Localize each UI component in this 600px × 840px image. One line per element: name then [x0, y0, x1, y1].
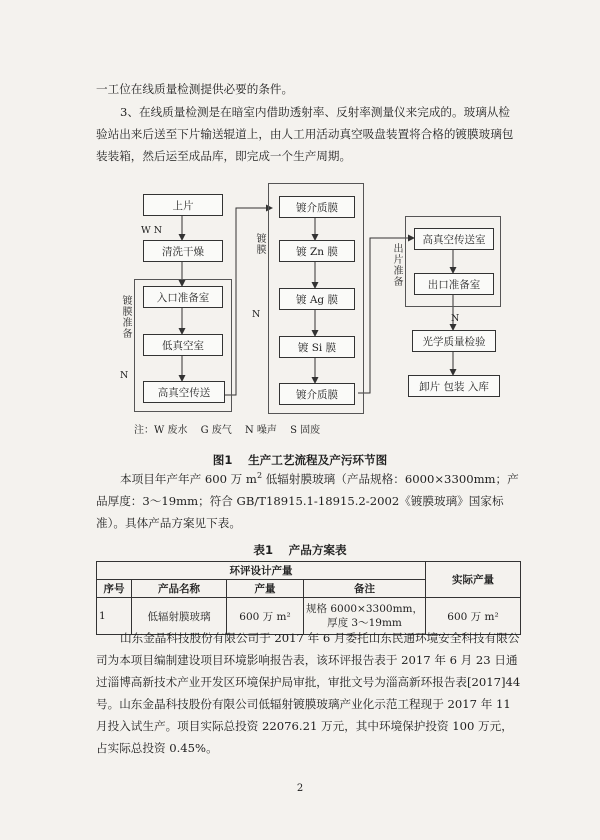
- step-ag-film: 镀 Ag 膜: [279, 288, 355, 310]
- cell-output: 600 万 m²: [227, 598, 304, 635]
- label-exit-prep: 出片准备: [393, 244, 404, 288]
- table-header-name: 产品名称: [132, 580, 227, 598]
- step-exit-chamber: 出口准备室: [414, 273, 494, 295]
- step-dielectric-film-1: 镀介质膜: [279, 196, 355, 218]
- cell-no: 1: [97, 598, 132, 635]
- label-coating: 镀膜: [256, 234, 267, 256]
- step-high-vacuum-chamber: 高真空传送室: [414, 228, 494, 250]
- step-high-vacuum-transfer: 高真空传送: [143, 381, 225, 403]
- paragraph-approval: 山东金晶科技股份有限公司于 2017 年 6 月委托山东民通环境安全科技有限公司为本项目编制建设项目环境影响报告表，该环评报告表于 2017 年 6 月 23 日通过淄博高新技术产业开发区环境保护局审批，审批文号为淄高新环报告表[2017]44 号。山东金晶科技股份有限公司低辐射镀膜玻璃产业化示范工程现于 2017 年 11 月投入试生产。项目实际总投资 22076.21 万元，其中环境保护投资 100 万元，占实际总投资 0.45%。: [96, 631, 521, 755]
- table-group-header: 环评设计产量: [97, 562, 426, 580]
- step-loading: 上片: [143, 194, 223, 216]
- table-caption: 表1 产品方案表: [253, 543, 347, 557]
- product-plan-table: [96, 561, 521, 635]
- page-number: 2: [296, 783, 304, 794]
- continued-paragraph: 一工位在线质量检测提供必要的条件。: [96, 82, 294, 96]
- step-zn-film: 镀 Zn 膜: [279, 240, 355, 262]
- table-header-actual: 实际产量: [426, 562, 521, 598]
- table-header-remark: 备注: [304, 580, 426, 598]
- cell-actual: 600 万 m²: [426, 598, 521, 635]
- step-entrance-chamber: 入口准备室: [143, 286, 223, 308]
- emission-n-mid: N: [252, 309, 261, 320]
- step-unload-pack-store: 卸片 包装 入库: [408, 375, 500, 397]
- paragraph-quality-inspection: 3、在线质量检测是在暗室内借助透射率、反射率测量仪来完成的。玻璃从检验站出来后送至下片输送辊道上，由人工用活动真空吸盘装置将合格的镀膜玻璃包装装箱，然后运至成品库，即完成一个生产周期。: [96, 105, 514, 163]
- step-washing-drying: 清洗干燥: [143, 240, 223, 262]
- flow-legend: 注：W 废水 G 废气 N 噪声 S 固废: [134, 425, 321, 436]
- table-header-no: 序号: [97, 580, 132, 598]
- emission-n-right: N: [451, 313, 460, 324]
- figure-caption: 图1 生产工艺流程及产污环节图: [212, 453, 388, 467]
- step-low-vacuum: 低真空室: [143, 334, 223, 356]
- emission-n-left: N: [120, 370, 129, 381]
- paragraph-product-spec: 本项目年产年产 600 万 $m^2$ 低辐射膜玻璃（产品规格：6000×3300mm；产品厚度：3～19mm；符合 GB/T18915.1-18915.2-2002《镀膜玻璃》国家标准）。具体产品方案见下表。: [96, 471, 519, 530]
- cell-remark: 规格 6000×3300mm， 厚度 3～19mm: [304, 598, 426, 635]
- cell-name: 低辐射膜玻璃: [132, 598, 227, 635]
- label-coating-prep: 镀膜准备: [122, 296, 133, 340]
- emission-wn: W N: [141, 225, 163, 236]
- table-header-output: 产量: [227, 580, 304, 598]
- step-optical-inspection: 光学质量检验: [412, 330, 496, 352]
- step-dielectric-film-2: 镀介质膜: [279, 383, 355, 405]
- step-si-film: 镀 Si 膜: [279, 336, 355, 358]
